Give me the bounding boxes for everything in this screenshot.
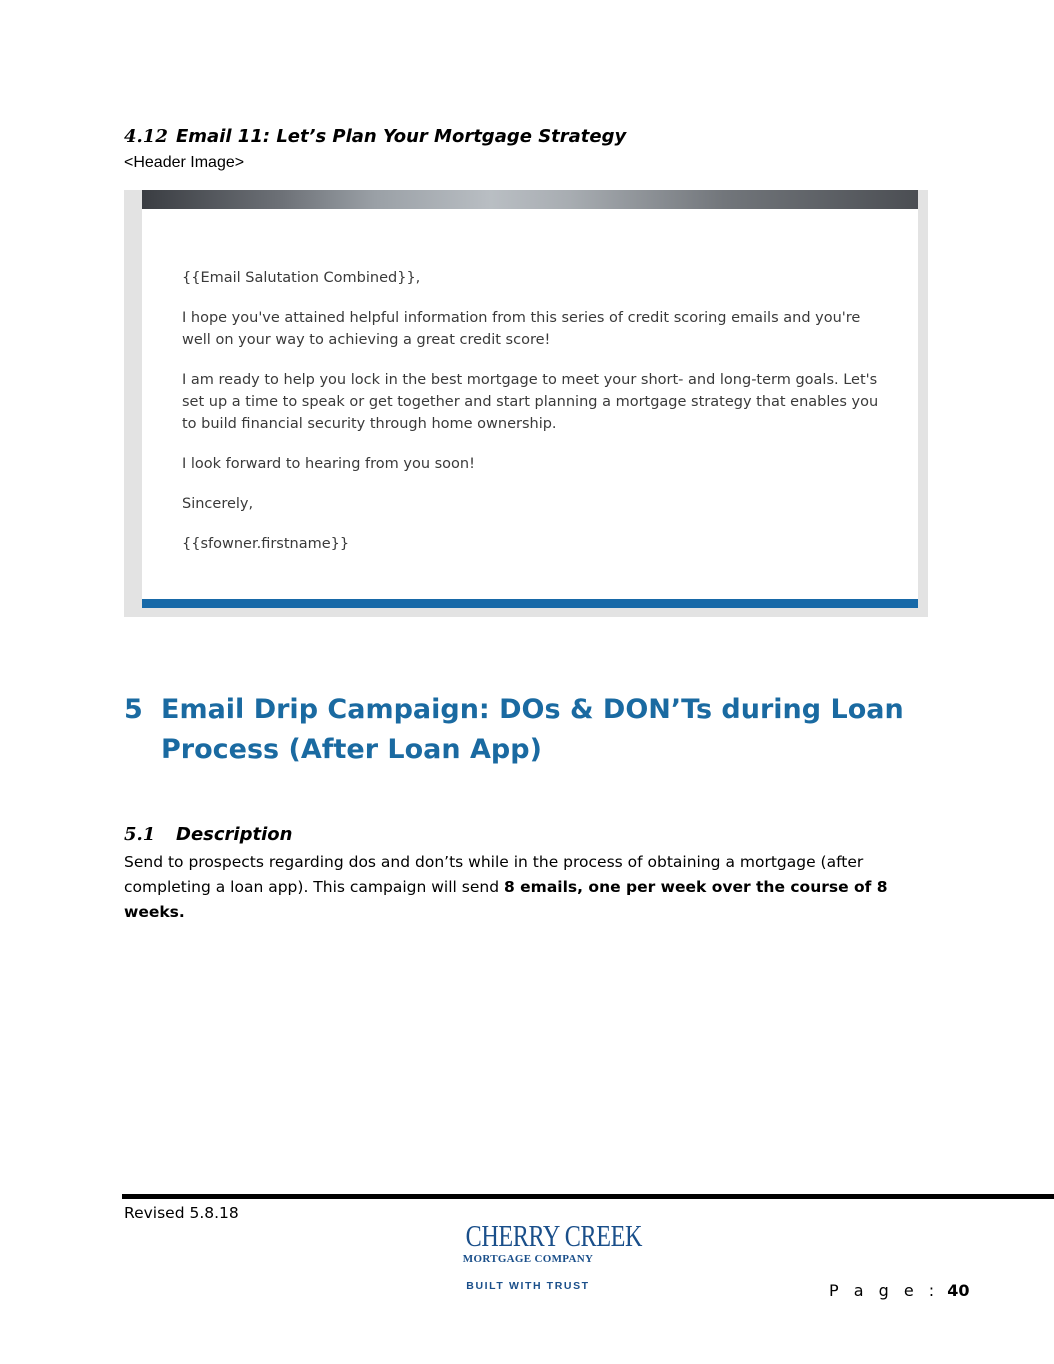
- email-closing: Sincerely,: [182, 496, 254, 512]
- logo-subtitle: MORTGAGE COMPANY: [462, 1253, 594, 1265]
- company-logo: [448, 1218, 643, 1300]
- email-salutation: {{Email Salutation Combined}},: [182, 270, 421, 286]
- email-paragraph: I hope you've attained helpful information from this series of credit scoring emails and you're well on your way to achieving a great credit score!: [182, 310, 861, 348]
- section-title: Description: [176, 824, 293, 845]
- description-bold-text: 8 emails, one per week over the course of 8 weeks.: [124, 878, 888, 921]
- email-footer-bar: [142, 599, 918, 608]
- section-number: 5: [124, 694, 143, 725]
- section-4-12-heading: [124, 126, 626, 147]
- footer-divider: [122, 1194, 1054, 1199]
- email-paragraph: I am ready to help you lock in the best mortgage to meet your short- and long-term goals. Let's set up a time to speak or get together and start planning a mortgage strategy that enables you to build financial security through home ownership.: [182, 372, 879, 432]
- section-title: Email Drip Campaign: DOs & DON’Ts during Loan Process (After Loan App): [161, 694, 904, 765]
- description-text: Send to prospects regarding dos and don’ts while in the process of obtaining a mortgage (after completing a loan app). This campaign will send: [124, 853, 864, 896]
- header-image-placeholder: <Header Image>: [124, 154, 245, 171]
- section-5-1-heading: [124, 824, 292, 845]
- section-5-1-description: [124, 850, 924, 925]
- section-number: 5.1: [124, 824, 156, 845]
- section-number: 4.12: [124, 126, 168, 147]
- email-signature: {{sfowner.firstname}}: [182, 536, 350, 552]
- email-body: [142, 209, 918, 599]
- email-header-image: [142, 190, 918, 209]
- section-5-heading: [124, 690, 944, 770]
- logo-tagline: BUILT WITH TRUST: [466, 1280, 590, 1292]
- section-title: Email 11: Let’s Plan Your Mortgage Strategy: [176, 126, 627, 147]
- email-preview: [124, 190, 928, 617]
- email-text: [182, 267, 882, 573]
- page-label: P a g e :: [829, 1281, 940, 1300]
- logo-wordmark: CHERRY CREEK: [465, 1218, 643, 1253]
- email-paragraph: I look forward to hearing from you soon!: [182, 456, 475, 472]
- page-number-value: 40: [947, 1281, 970, 1300]
- page-number: [829, 1281, 969, 1300]
- revision-date: Revised 5.8.18: [124, 1204, 239, 1222]
